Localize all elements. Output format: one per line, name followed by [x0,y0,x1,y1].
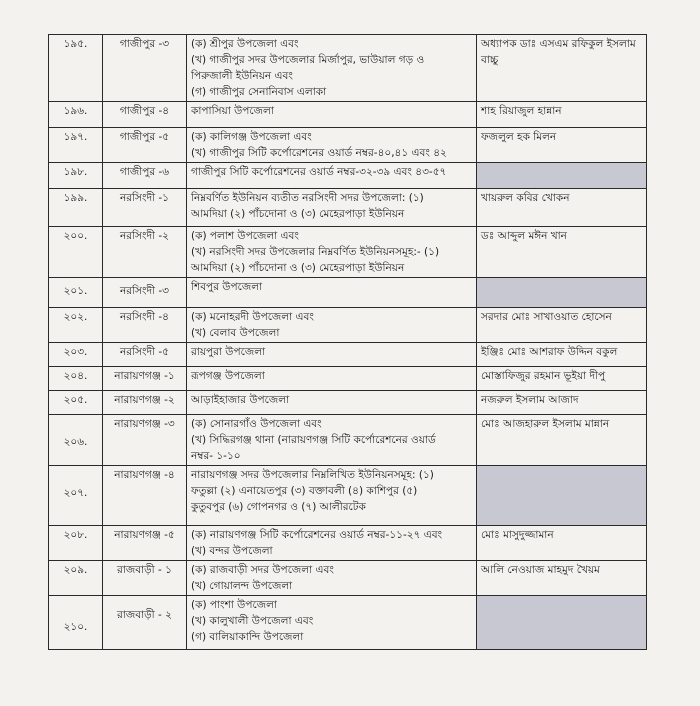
area-description [187,466,477,526]
description-line: রায়পুরা উপজেলা [191,346,266,358]
constituency-name: নরসিংদী -৫ [103,343,187,367]
table-body [49,35,647,650]
constituency-name: নরসিংদী -৩ [103,278,187,308]
empty-candidate-cell [477,466,647,526]
description-line: (ক) পলাশ উপজেলা এবং [191,230,299,242]
description-line: (ক) রাজবাড়ী সদর উপজেলা এবং [191,564,334,576]
description-line: আমদিয়া (২) পাঁচদোনা ও (৩) মেহেরপাড়া ইউনিয়ন [191,208,405,220]
serial-number: ২০৯. [49,561,103,596]
area-description [187,526,477,561]
candidate-name: ডঃ আব্দুল মঈন খান [477,227,647,278]
description-line: নারায়ণগঞ্জ সদর উপজেলার নিম্নলিখিত ইউনিয়নসমূহ: (১) [191,469,434,481]
area-description [187,189,477,227]
description-line: ফতুল্লা (২) এনায়েতপুর (৩) বক্তাবলী (৪) কাশিপুর (৫) [191,485,418,497]
candidate-name: মোঃ আজহারুল ইসলাম মান্নান [477,415,647,466]
serial-number: ২০৩. [49,343,103,367]
serial-number: ২১০. [49,596,103,650]
serial-number: ২০২. [49,308,103,343]
area-description [187,561,477,596]
area-description [187,391,477,415]
table-row [49,189,647,227]
serial-number: ২০০. [49,227,103,278]
serial-number: ১৯৭. [49,128,103,163]
description-line: নিম্নবর্ণিত ইউনিয়ন ব্যতীত নরসিংদী সদর উপজেলা: (১) [191,192,424,204]
candidate-name: নজরুল ইসলাম আজাদ [477,391,647,415]
description-line: (খ) গোয়ালন্দ উপজেলা [191,580,293,592]
serial-number: ২০৬. [49,415,103,466]
area-description [187,227,477,278]
description-line: (খ) নরসিংদী সদর উপজেলার নিম্নবর্ণিত ইউনিয়নসমূহ:- (১) [191,246,440,258]
description-line: আড়াইহাজার উপজেলা [191,394,290,406]
description-line: (ক) মনোহরদী উপজেলা এবং [191,311,314,323]
constituency-name: নারায়ণগঞ্জ -৩ [103,415,187,466]
candidate-name: ফজলুল হক মিলন [477,128,647,163]
constituency-name: নরসিংদী -৪ [103,308,187,343]
serial-number: ১৯৫. [49,35,103,102]
table-row [49,367,647,391]
description-line: (ক) নারায়ণগঞ্জ সিটি কর্পোরেশনের ওয়ার্ড নম্বর-১১-২৭ এবং [191,529,443,541]
constituency-name: রাজবাড়ী - ১ [103,561,187,596]
serial-number: ২০৫. [49,391,103,415]
serial-number: ১৯৮. [49,163,103,189]
table-row [49,415,647,466]
serial-number: ২০১. [49,278,103,308]
area-description [187,343,477,367]
table-row [49,526,647,561]
area-description [187,278,477,308]
area-description [187,128,477,163]
description-line: (খ) বেলাব উপজেলা [191,327,280,339]
constituency-name: রাজবাড়ী - ২ [103,596,187,650]
area-description [187,308,477,343]
description-line: (খ) গাজীপুর সিটি কর্পোরেশনের ওয়ার্ড নম্বর-৪০,৪১ এবং ৪২ [191,147,447,159]
description-line: পিরুজালী ইউনিয়ন এবং [191,70,293,82]
constituency-name: নারায়ণগঞ্জ -২ [103,391,187,415]
constituency-name: গাজীপুর -৩ [103,35,187,102]
description-line: (ক) পাংশা উপজেলা [191,599,277,611]
description-line: নম্বর- ১-১০ [191,450,241,462]
description-line: (গ) বালিয়াকান্দি উপজেলা [191,631,304,643]
serial-number: ১৯৯. [49,189,103,227]
table-row [49,128,647,163]
candidate-name: খায়রুল কবির খোকন [477,189,647,227]
table-row [49,227,647,278]
description-line: (খ) গাজীপুর সদর উপজেলার মির্জাপুর, ভাউয়াল গড় ও [191,54,425,66]
serial-number: ২০৮. [49,526,103,561]
description-line: কাপাসিয়া উপজেলা [191,105,274,117]
table-row [49,391,647,415]
candidate-name: ইঞ্জিঃ মোঃ আশরাফ উদ্দিন বকুল [477,343,647,367]
description-line: (খ) বন্দর উপজেলা [191,545,273,557]
table-row [49,308,647,343]
table-row [49,596,647,650]
area-description [187,35,477,102]
table-row [49,163,647,189]
table-row [49,102,647,128]
serial-number: ১৯৬. [49,102,103,128]
table-row [49,35,647,102]
serial-number: ২০৪. [49,367,103,391]
candidate-name: মোস্তাফিজুর রহমান ভূইয়া দীপু [477,367,647,391]
description-line: রূপগঞ্জ উপজেলা [191,370,265,382]
candidate-name: অধ্যাপক ডাঃ এসএম রফিকুল ইসলাম বাচ্চু [477,35,647,102]
description-line: শিবপুর উপজেলা [191,281,263,293]
area-description [187,415,477,466]
empty-candidate-cell [477,596,647,650]
description-line: (খ) সিদ্ধিরগঞ্জ থানা (নারায়ণগঞ্জ সিটি কর্পোরেশনের ওয়ার্ড [191,434,436,446]
area-description [187,367,477,391]
table-row [49,278,647,308]
constituency-name: গাজীপুর -৬ [103,163,187,189]
constituency-name: নারায়ণগঞ্জ -১ [103,367,187,391]
area-description [187,163,477,189]
description-line: আমদিয়া (২) পাঁচদোনা ও (৩) মেহেরপাড়া ইউনিয়ন [191,262,405,274]
constituency-name: নারায়ণগঞ্জ -৫ [103,526,187,561]
constituency-table [48,34,647,650]
table-row [49,343,647,367]
constituency-name: গাজীপুর -৫ [103,128,187,163]
empty-candidate-cell [477,278,647,308]
candidate-name: সরদার মোঃ সাখাওয়াত হোসেন [477,308,647,343]
description-line: (ক) সোনারগাঁও উপজেলা এবং [191,418,322,430]
description-line: (ক) শ্রীপুর উপজেলা এবং [191,38,299,50]
area-description [187,596,477,650]
description-line: কুতুবপুর (৬) গোপনগর ও (৭) আলীরটেক [191,501,366,513]
description-line: গাজীপুর সিটি কর্পোরেশনের ওয়ার্ড নম্বর-৩২-৩৯ এবং ৪৩-৫৭ [191,166,447,178]
candidate-name: আলি নেওয়াজ মাহমুদ খৈয়ম [477,561,647,596]
description-line: (খ) কালুখালী উপজেলা এবং [191,615,314,627]
description-line: (গ) গাজীপুর সেনানিবাস এলাকা [191,86,327,98]
candidate-name: শাহ রিয়াজুল হান্নান [477,102,647,128]
constituency-name: গাজীপুর -৪ [103,102,187,128]
empty-candidate-cell [477,163,647,189]
table-row [49,561,647,596]
description-line: (ক) কালিগঞ্জ উপজেলা এবং [191,131,312,143]
table-row [49,466,647,526]
constituency-name: নরসিংদী -১ [103,189,187,227]
constituency-name: নারায়ণগঞ্জ -৪ [103,466,187,526]
serial-number: ২০৭. [49,466,103,526]
area-description [187,102,477,128]
constituency-name: নরসিংদী -২ [103,227,187,278]
candidate-name: মোঃ মাসুদুজ্জামান [477,526,647,561]
